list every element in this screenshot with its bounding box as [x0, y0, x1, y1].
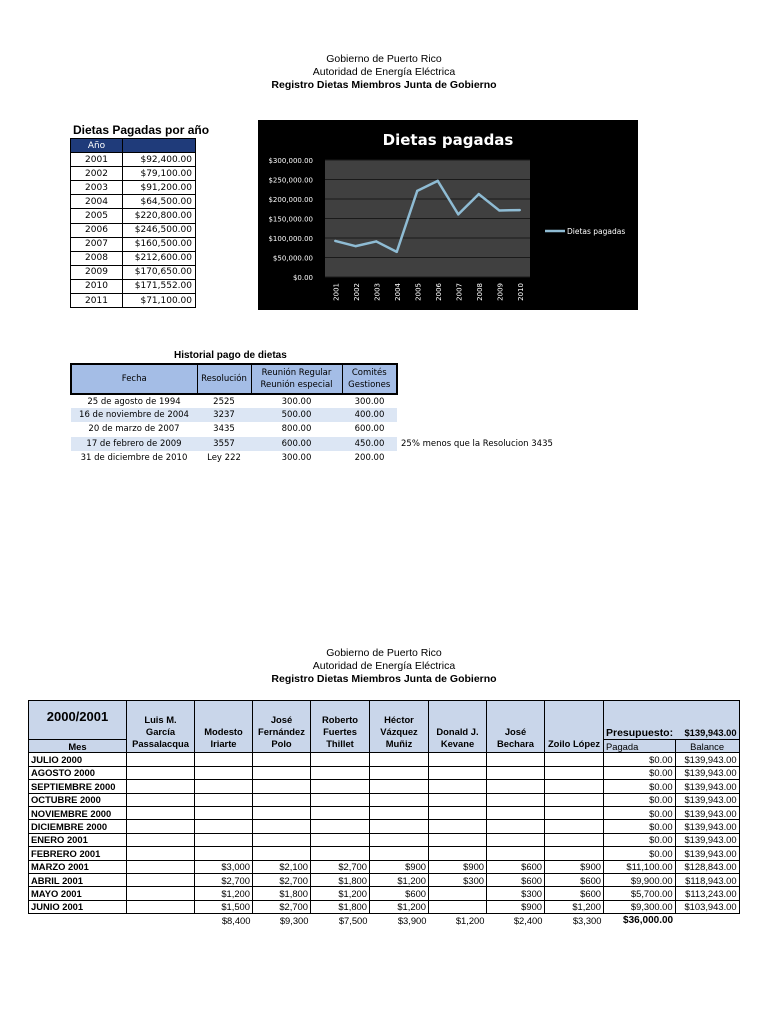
pagada-cell: $0.00: [604, 833, 676, 846]
year-cell: 2007: [71, 237, 123, 251]
amount-cell: [487, 780, 545, 793]
value-cell: $64,500.00: [123, 195, 196, 209]
amount-cell: [429, 780, 487, 793]
note-cell: [397, 408, 555, 422]
year-cell: 2002: [71, 167, 123, 181]
balance-cell: $139,943.00: [675, 780, 739, 793]
amount-cell: $600: [545, 887, 604, 900]
amount-cell: $1,200: [195, 887, 253, 900]
member-header: José Bechara: [487, 701, 545, 753]
amount-cell: [545, 847, 604, 860]
table-row: [29, 847, 740, 860]
amount-cell: [487, 766, 545, 779]
total-balance-cell: [675, 914, 739, 927]
y-tick-label: $150,000.00: [268, 215, 313, 224]
resolucion-cell: 2525: [213, 396, 235, 407]
header-line-3: Registro Dietas Miembros Junta de Gobierno: [271, 79, 497, 91]
table-row: [71, 251, 196, 265]
pagada-cell: $9,900.00: [604, 873, 676, 886]
note-cell: [397, 422, 555, 436]
amount-cell: [429, 820, 487, 833]
amount-cell: [487, 847, 545, 860]
pagada-label: Pagada: [604, 740, 676, 753]
amount-cell: [487, 806, 545, 819]
pagada-cell: $0.00: [604, 820, 676, 833]
amount-cell: $600: [545, 873, 604, 886]
amount-cell: [127, 793, 195, 806]
amount-cell: $1,800: [311, 873, 370, 886]
presupuesto-value: $139,943.00: [675, 701, 739, 740]
table-row: [29, 806, 740, 819]
comites-cell: 450.00: [342, 437, 397, 451]
amount-cell: [429, 753, 487, 766]
balance-cell: $139,943.00: [675, 793, 739, 806]
member-header: Roberto Fuertes Thillet: [311, 701, 370, 753]
total-cell: $9,300: [279, 915, 309, 927]
member-header: Zoilo López: [545, 701, 604, 753]
amount-cell: $1,200: [370, 873, 429, 886]
amount-cell: $1,800: [311, 900, 370, 913]
balance-cell: $128,843.00: [675, 860, 739, 873]
table-row: [71, 209, 196, 223]
amount-cell: [311, 753, 370, 766]
table-row: [71, 195, 196, 209]
value-cell: $212,600.00: [123, 251, 196, 265]
month-cell: ABRIL 2001: [29, 873, 127, 886]
table-row: [71, 167, 196, 181]
amount-cell: [127, 766, 195, 779]
historial-col-header: Fecha: [71, 364, 197, 394]
x-tick-label: 2010: [516, 283, 525, 301]
pagada-cell: $0.00: [604, 766, 676, 779]
regular-cell: 800.00: [281, 424, 312, 435]
x-tick-label: 2007: [455, 283, 464, 301]
amount-cell: [311, 780, 370, 793]
amount-cell: [195, 766, 253, 779]
amount-cell: [253, 766, 311, 779]
amount-cell: [545, 766, 604, 779]
data-point: [416, 190, 418, 192]
amount-cell: [253, 820, 311, 833]
total-cell: $3,300: [572, 915, 602, 927]
amount-cell: [253, 753, 311, 766]
amount-cell: $3,000: [195, 860, 253, 873]
amount-cell: $900: [429, 860, 487, 873]
x-tick-label: 2006: [434, 283, 443, 301]
comites-cell: 400.00: [342, 408, 397, 422]
balance-cell: $139,943.00: [675, 820, 739, 833]
total-pagada-cell: $36,000.00: [623, 915, 674, 927]
table-row: [71, 153, 196, 167]
amount-cell: [429, 806, 487, 819]
balance-cell: $139,943.00: [675, 806, 739, 819]
amount-cell: [487, 820, 545, 833]
member-header: Donald J. Kevane: [429, 701, 487, 753]
pagada-cell: $0.00: [604, 793, 676, 806]
year-cell: 2005: [71, 209, 123, 223]
month-cell: JULIO 2000: [29, 753, 127, 766]
amount-cell: $1,500: [195, 900, 253, 913]
amount-cell: [545, 833, 604, 846]
amount-cell: [195, 833, 253, 846]
value-cell: $91,200.00: [123, 181, 196, 195]
amount-cell: [370, 847, 429, 860]
amount-cell: [545, 793, 604, 806]
member-header: Luis M. García Passalacqua: [127, 701, 195, 753]
amount-cell: $600: [487, 873, 545, 886]
data-point: [355, 245, 357, 247]
data-point: [334, 240, 336, 242]
table-row: [29, 887, 740, 900]
amount-cell: [127, 806, 195, 819]
resolucion-cell: 3557: [197, 437, 251, 451]
data-point: [437, 180, 439, 182]
amount-cell: $2,700: [253, 900, 311, 913]
year-cell: 2008: [71, 251, 123, 265]
amount-cell: [545, 820, 604, 833]
amount-cell: $2,700: [311, 860, 370, 873]
page-header-bottom: [0, 647, 768, 686]
amount-cell: [370, 833, 429, 846]
y-tick-label: $300,000.00: [268, 157, 313, 165]
table-row: [71, 451, 555, 465]
amount-cell: [370, 793, 429, 806]
fecha-cell: 25 de agosto de 1994: [87, 396, 181, 407]
y-tick-label: $250,000.00: [268, 176, 313, 185]
month-cell: DICIEMBRE 2000: [29, 820, 127, 833]
x-tick-label: 2008: [475, 283, 484, 301]
col-value-header: [123, 139, 196, 153]
table-row: [29, 780, 740, 793]
x-tick-label: 2003: [373, 283, 382, 301]
amount-cell: [311, 766, 370, 779]
amount-cell: [311, 833, 370, 846]
amount-cell: [429, 847, 487, 860]
member-header: Modesto Iriarte: [195, 701, 253, 753]
dietas-chart: [258, 120, 638, 310]
regular-cell: 500.00: [251, 408, 342, 422]
amount-cell: [370, 766, 429, 779]
comites-cell: 200.00: [354, 452, 385, 463]
month-cell: MAYO 2001: [29, 887, 127, 900]
fecha-cell: 20 de marzo de 2007: [88, 424, 180, 435]
value-cell: $170,650.00: [123, 265, 196, 279]
amount-cell: [127, 820, 195, 833]
amount-cell: [311, 806, 370, 819]
amount-cell: $2,700: [253, 873, 311, 886]
amount-cell: $1,800: [253, 887, 311, 900]
header-line-2: Autoridad de Energía Eléctrica: [312, 66, 456, 78]
balance-label: Balance: [675, 740, 739, 753]
balance-cell: $139,943.00: [675, 833, 739, 846]
total-cell: $3,900: [397, 915, 427, 927]
amount-cell: $900: [370, 860, 429, 873]
year-cell: 2004: [71, 195, 123, 209]
table-row: [71, 294, 196, 308]
table-row: [29, 766, 740, 779]
table-row: [29, 793, 740, 806]
data-point: [375, 240, 377, 242]
amount-cell: [429, 766, 487, 779]
table-row: [29, 860, 740, 873]
resolucion-cell: Ley 222: [207, 452, 241, 463]
year-cell: 2009: [71, 265, 123, 279]
balance-cell: $139,943.00: [675, 753, 739, 766]
balance-cell: $118,943.00: [675, 873, 739, 886]
x-tick-label: 2001: [332, 283, 341, 301]
header-line-2: Autoridad de Energía Eléctrica: [312, 660, 456, 672]
page-header-top: [0, 53, 768, 92]
header-line-1: Gobierno de Puerto Rico: [326, 53, 442, 65]
table-row: [71, 279, 196, 293]
y-tick-label: $100,000.00: [268, 235, 313, 243]
year-cell: 2001: [71, 153, 123, 167]
amount-cell: [545, 806, 604, 819]
historial-table: [70, 363, 555, 465]
pagada-cell: $9,300.00: [604, 900, 676, 913]
data-point: [396, 251, 398, 253]
amount-cell: [370, 820, 429, 833]
amount-cell: [253, 847, 311, 860]
balance-cell: $139,943.00: [675, 766, 739, 779]
amount-cell: [429, 833, 487, 846]
mes-label: Mes: [29, 740, 127, 753]
total-cell: $2,400: [513, 915, 543, 927]
data-point: [519, 209, 521, 211]
amount-cell: [545, 780, 604, 793]
y-tick-label: $200,000.00: [268, 196, 313, 204]
table-row: [29, 753, 740, 766]
amount-cell: [429, 793, 487, 806]
legend-label: Dietas pagadas: [567, 227, 626, 236]
note-cell: [397, 451, 555, 465]
month-cell: AGOSTO 2000: [29, 766, 127, 779]
presupuesto-label: Presupuesto:: [604, 701, 676, 740]
pagada-cell: $0.00: [604, 806, 676, 819]
month-cell: ENERO 2001: [29, 833, 127, 846]
amount-cell: $600: [370, 887, 429, 900]
balance-cell: $113,243.00: [675, 887, 739, 900]
table-row: [29, 873, 740, 886]
pagada-cell: $0.00: [604, 847, 676, 860]
amount-cell: [195, 806, 253, 819]
table-row: [71, 223, 196, 237]
chart-title: Dietas pagadas: [382, 131, 514, 149]
value-cell: $71,100.00: [123, 294, 196, 308]
month-cell: OCTUBRE 2000: [29, 793, 127, 806]
year-cell: 2006: [71, 223, 123, 237]
balance-cell: $103,943.00: [675, 900, 739, 913]
col-year-header: Año: [71, 139, 123, 153]
value-cell: $171,552.00: [123, 279, 196, 293]
yearly-title: Dietas Pagadas por año: [73, 123, 210, 137]
amount-cell: [545, 753, 604, 766]
note-cell: [397, 394, 555, 408]
amount-cell: $900: [487, 900, 545, 913]
year-cell: 2010: [71, 279, 123, 293]
x-tick-label: 2005: [414, 283, 423, 301]
pagada-cell: $11,100.00: [604, 860, 676, 873]
amount-cell: [253, 833, 311, 846]
month-cell: SEPTIEMBRE 2000: [29, 780, 127, 793]
month-cell: JUNIO 2001: [29, 900, 127, 913]
fecha-cell: 31 de diciembre de 2010: [80, 452, 188, 463]
amount-cell: $300: [487, 887, 545, 900]
amount-cell: $1,200: [545, 900, 604, 913]
pagada-cell: $0.00: [604, 780, 676, 793]
regular-cell: 600.00: [251, 437, 342, 451]
balance-cell: $139,943.00: [675, 847, 739, 860]
pagada-cell: $5,700.00: [604, 887, 676, 900]
regular-cell: 300.00: [281, 452, 312, 463]
amount-cell: [253, 780, 311, 793]
x-tick-label: 2002: [352, 283, 361, 301]
historial-title: Historial pago de dietas: [174, 350, 287, 361]
historial-col-header: Reunión Regular Reunión especial: [251, 364, 342, 394]
amount-cell: [487, 793, 545, 806]
amount-cell: $2,100: [253, 860, 311, 873]
historial-col-header: Resolución: [197, 364, 251, 394]
amount-cell: [127, 753, 195, 766]
note-cell: 25% menos que la Resolucion 3435: [401, 438, 553, 449]
y-tick-label: $50,000.00: [272, 254, 313, 263]
table-row: [71, 408, 555, 422]
table-row: [71, 422, 555, 436]
month-cell: MARZO 2001: [29, 860, 127, 873]
totals-row: [29, 914, 740, 927]
yearly-table: [70, 138, 196, 308]
amount-cell: [370, 753, 429, 766]
year-cell: 2011: [71, 294, 123, 308]
data-point: [478, 193, 480, 195]
amount-cell: [429, 887, 487, 900]
month-cell: NOVIEMBRE 2000: [29, 806, 127, 819]
amount-cell: $2,700: [195, 873, 253, 886]
header-line-3: Registro Dietas Miembros Junta de Gobierno: [271, 673, 497, 685]
amount-cell: [127, 833, 195, 846]
amount-cell: [487, 753, 545, 766]
data-point: [457, 213, 459, 215]
pagada-cell: $0.00: [604, 753, 676, 766]
amount-cell: $300: [429, 873, 487, 886]
amount-cell: [127, 847, 195, 860]
amount-cell: [195, 753, 253, 766]
table-row: [71, 394, 555, 408]
table-row: [71, 237, 196, 251]
y-tick-label: $0.00: [292, 274, 313, 282]
table-row: [29, 900, 740, 913]
amount-cell: [487, 833, 545, 846]
amount-cell: [127, 873, 195, 886]
amount-cell: [370, 806, 429, 819]
total-cell: [127, 914, 195, 927]
table-row: [71, 181, 196, 195]
data-point: [498, 209, 500, 211]
table-row: [71, 437, 555, 451]
resolucion-cell: 3435: [213, 424, 235, 435]
totals-label-cell: [29, 914, 127, 927]
period-cell: 2000/2001: [29, 701, 127, 740]
total-cell: $8,400: [221, 915, 251, 927]
amount-cell: [253, 806, 311, 819]
member-header: Héctor Vázquez Muñiz: [370, 701, 429, 753]
amount-cell: [127, 900, 195, 913]
x-tick-label: 2004: [393, 283, 402, 301]
amount-cell: [195, 847, 253, 860]
table-row: [71, 265, 196, 279]
amount-cell: [195, 793, 253, 806]
total-cell: $1,200: [455, 915, 485, 927]
amount-cell: $600: [487, 860, 545, 873]
value-cell: $92,400.00: [123, 153, 196, 167]
month-cell: FEBRERO 2001: [29, 847, 127, 860]
amount-cell: [127, 887, 195, 900]
table-row: [29, 833, 740, 846]
value-cell: $246,500.00: [123, 223, 196, 237]
amount-cell: [253, 793, 311, 806]
amount-cell: [311, 793, 370, 806]
member-header: José Fernández Polo: [253, 701, 311, 753]
value-cell: $79,100.00: [123, 167, 196, 181]
total-cell: $7,500: [338, 915, 368, 927]
regular-cell: 300.00: [281, 396, 312, 407]
resolucion-cell: 3237: [197, 408, 251, 422]
comites-cell: 300.00: [354, 396, 385, 407]
amount-cell: $1,200: [370, 900, 429, 913]
amount-cell: [429, 900, 487, 913]
comites-cell: 600.00: [354, 424, 385, 435]
monthly-table: [28, 700, 740, 927]
amount-cell: $900: [545, 860, 604, 873]
historial-col-header: Comités Gestiones: [342, 364, 397, 394]
amount-cell: [127, 780, 195, 793]
amount-cell: [311, 820, 370, 833]
year-cell: 2003: [71, 181, 123, 195]
value-cell: $220,800.00: [123, 209, 196, 223]
fecha-cell: 16 de noviembre de 2004: [71, 408, 197, 422]
value-cell: $160,500.00: [123, 237, 196, 251]
table-row: [29, 820, 740, 833]
monthly-header-row: [29, 701, 740, 740]
amount-cell: [370, 780, 429, 793]
x-tick-label: 2009: [496, 283, 505, 301]
amount-cell: [195, 820, 253, 833]
amount-cell: [195, 780, 253, 793]
header-line-1: Gobierno de Puerto Rico: [326, 647, 442, 659]
amount-cell: [127, 860, 195, 873]
amount-cell: [311, 847, 370, 860]
amount-cell: $1,200: [311, 887, 370, 900]
fecha-cell: 17 de febrero de 2009: [71, 437, 197, 451]
